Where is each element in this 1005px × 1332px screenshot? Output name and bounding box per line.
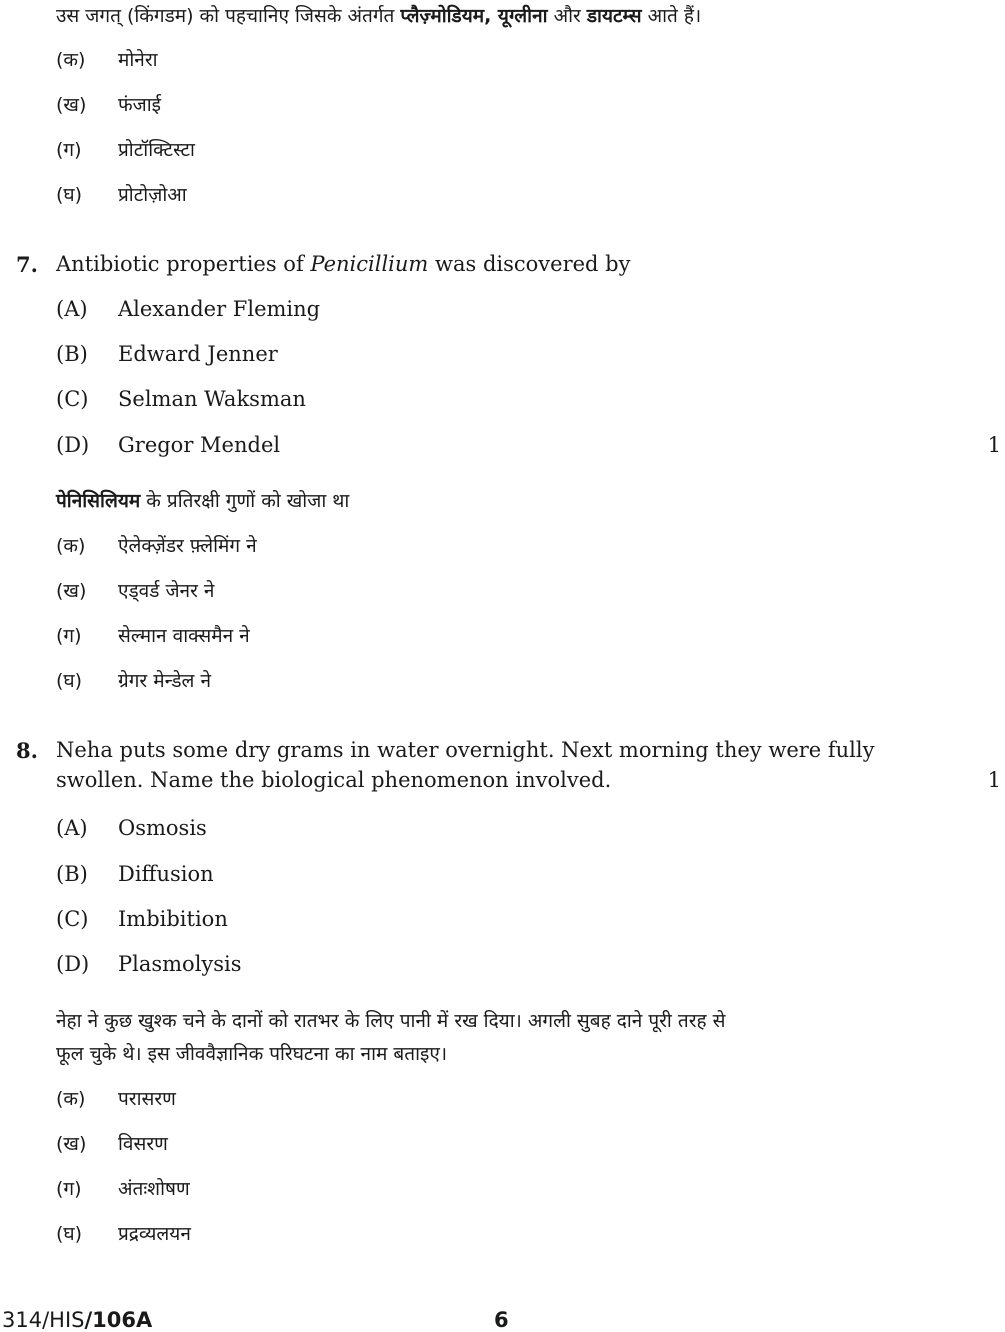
q8-hindi-stem-line1: नेहा ने कुछ खुश्क चने के दानों को रातभर के लिए पानी में रख दिया। अगली सुबह दाने पूरी तरह से <box>56 1010 726 1032</box>
q6-hindi-option: (ख) फंजाई <box>56 94 161 116</box>
question-number: 8. <box>16 738 38 763</box>
q7-option: (C) Selman Waksman <box>56 387 306 411</box>
q7-marks: 1 <box>987 433 1001 457</box>
question-number: 7. <box>16 252 38 277</box>
q8-marks: 1 <box>987 768 1001 792</box>
q8-option: (C) Imbibition <box>56 907 228 931</box>
q7-hindi-stem: पेनिसिलियम के प्रतिरक्षी गुणों को खोजा था <box>56 490 350 512</box>
q6-hindi-stem: उस जगत् (किंगडम) को पहचानिए जिसके अंतर्गत प्लैज़्मोडियम, यूग्लीना और डायटम्स आते हैं। <box>56 5 702 27</box>
q6-hindi-option: (ग) प्रोटॉक्टिस्टा <box>56 139 195 161</box>
q8-hindi-option: (ग) अंतःशोषण <box>56 1178 190 1200</box>
q8-stem-line2: swollen. Name the biological phenomenon involved. <box>56 768 612 792</box>
q8-option: (A) Osmosis <box>56 816 207 840</box>
q8-option: (D) Plasmolysis <box>56 952 242 976</box>
q7-option: (A) Alexander Fleming <box>56 297 321 321</box>
q6-hindi-option: (क) मोनेरा <box>56 49 158 71</box>
q8-hindi-option: (ख) विसरण <box>56 1133 168 1155</box>
q7-hindi-option: (क) ऐलेक्ज़ेंडर फ़्लेमिंग ने <box>56 535 257 557</box>
q7-option: (D) Gregor Mendel <box>56 433 281 457</box>
q6-hindi-option: (घ) प्रोटोज़ोआ <box>56 184 187 206</box>
q7-hindi-option: (ख) एड्वर्ड जेनर ने <box>56 580 215 602</box>
page-number: 6 <box>494 1308 509 1332</box>
q7-option: (B) Edward Jenner <box>56 342 278 366</box>
q8-hindi-option: (घ) प्रद्रव्यलयन <box>56 1223 191 1245</box>
q7-stem: Antibiotic properties of Penicillium was discovered by <box>56 252 631 276</box>
q8-hindi-option: (क) परासरण <box>56 1088 176 1110</box>
paper-code: 314/HIS/106A <box>2 1308 153 1332</box>
q8-option: (B) Diffusion <box>56 862 214 886</box>
q8-hindi-stem-line2: फूल चुके थे। इस जीववैज्ञानिक परिघटना का नाम बताइए। <box>56 1043 448 1065</box>
q7-hindi-option: (घ) ग्रेगर मेन्डेल ने <box>56 670 212 692</box>
q8-stem-line1: Neha puts some dry grams in water overnight. Next morning they were fully <box>56 738 875 762</box>
q7-hindi-option: (ग) सेल्मान वाक्समैन ने <box>56 625 250 647</box>
